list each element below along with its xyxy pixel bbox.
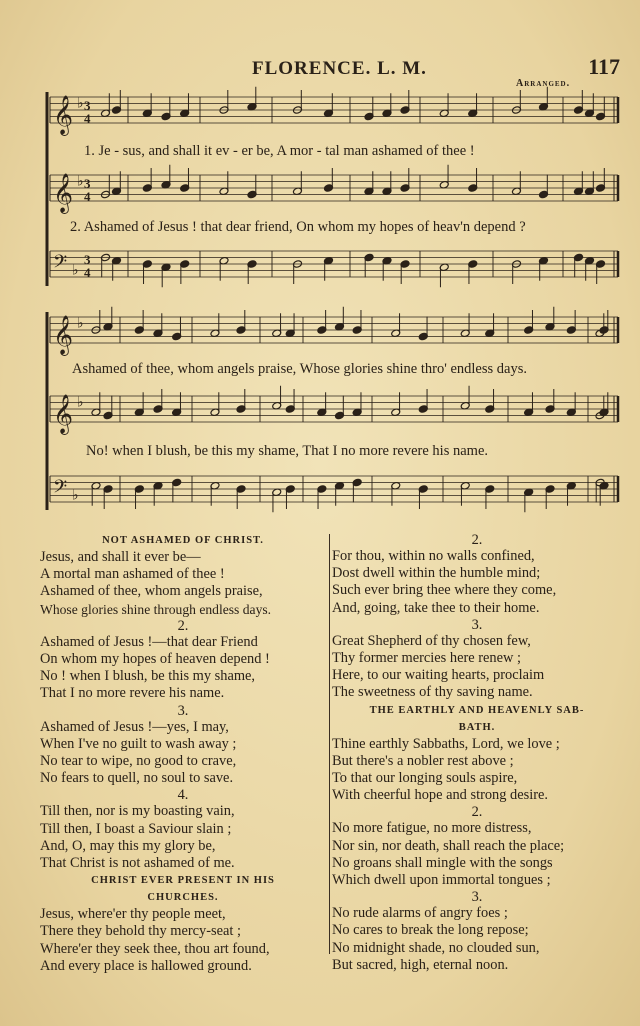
verse-line: Thine earthly Sabbaths, Lord, we love ; [332, 735, 560, 752]
time-signature-bottom: 4 [84, 189, 91, 204]
stanza [332, 617, 622, 702]
tune-title: FLORENCE. L. M. [252, 58, 427, 79]
verse-line: For thou, within no walls confined, [332, 548, 535, 564]
verse-line: Where'er they seek thee, thou art found, [40, 940, 270, 957]
verse-line: Which dwell upon immortal tongues ; [332, 872, 551, 889]
verse-line: Ashamed of Jesus !—yes, I may, [40, 718, 229, 735]
verse-line: No midnight shade, no clouded sun, [332, 939, 540, 956]
verse-line: There they behold thy mercy-seat ; [40, 923, 241, 940]
verse-line: Dost dwell within the humble mind; [332, 565, 541, 582]
verse-line: Whose glories shine through endless days. [40, 601, 272, 617]
stanza-number: 4. [177, 787, 189, 804]
verse-line: When I've no guilt to wash away ; [40, 735, 237, 752]
verse-line: That Christ is not ashamed of me. [40, 855, 235, 872]
stanza [40, 703, 326, 788]
verse-line: On whom my hopes of heaven depend ! [40, 651, 270, 668]
verse-line: Till then, I boast a Saviour slain ; [40, 820, 232, 837]
bass-clef-icon: 𝄢 [53, 477, 68, 502]
treble-clef-icon: 𝄞 [53, 315, 74, 355]
stanza [332, 532, 622, 617]
verse-line: Such ever bring thee where they come, [332, 582, 557, 599]
hymn-heading: THE EARTHLY AND HEAVENLY SAB- [369, 704, 585, 716]
stanza [332, 736, 622, 805]
page-number: 117 [588, 54, 620, 79]
verse-line: No rude alarms of angry foes ; [332, 905, 508, 922]
stanza-number: 2. [471, 532, 483, 548]
stanza [332, 889, 622, 974]
verse-line: A mortal man ashamed of thee ! [40, 566, 225, 583]
stanza [40, 618, 326, 703]
stanza [40, 787, 326, 872]
system2-lyric-verse1: Ashamed of thee, whom angels praise, Whose glories shine thro' endless days. [72, 361, 527, 377]
stanza-number: 2. [177, 617, 189, 634]
hymn-heading: CHRIST EVER PRESENT IN HIS [91, 875, 275, 887]
verse-line: But sacred, high, eternal noon. [332, 956, 509, 973]
column-divider [329, 534, 330, 954]
verse-line: Ashamed of thee, whom angels praise, [40, 583, 263, 600]
stanza [40, 549, 326, 618]
verse-line: No tear to wipe, no good to crave, [40, 753, 237, 770]
verse-line: To that our longing souls aspire, [332, 770, 518, 787]
right-column [332, 532, 622, 974]
time-signature-bottom: 4 [84, 265, 91, 280]
hymn-heading-cont: CHURCHES. [147, 892, 219, 904]
flat-icon: ♭ [77, 174, 84, 190]
verse-line: Great Shepherd of thy chosen few, [332, 632, 531, 649]
verse-line: No groans shall mingle with the songs [332, 854, 553, 871]
treble-clef-icon: 𝄞 [53, 173, 74, 213]
stanza-number: 3. [471, 616, 483, 633]
treble-clef-icon: 𝄞 [53, 394, 74, 434]
hymn-heading-cont: BATH. [458, 721, 496, 733]
system1-lyric-verse1: 1. Je - sus, and shall it ev - er be, A mor - tal man ashamed of thee ! [84, 143, 475, 159]
verse-line: Jesus, and shall it ever be— [40, 549, 201, 565]
verse-line: With cheerful hope and strong desire. [332, 787, 549, 804]
verse-line: And every place is hallowed ground. [40, 957, 252, 974]
stanza-number: 3. [471, 889, 483, 906]
verse-line: Here, to our waiting hearts, proclaim [332, 667, 545, 684]
flat-icon: ♭ [77, 96, 84, 112]
system2-lyric-verse2: No! when I blush, be this my shame, That I no more revere his name. [86, 443, 489, 459]
stanza [40, 906, 326, 975]
verse-line: Thy former mercies here renew ; [332, 650, 521, 667]
flat-icon: ♭ [77, 395, 84, 411]
time-signature-top: 3 [84, 252, 91, 267]
stanza [332, 804, 622, 889]
time-signature-top: 3 [84, 98, 91, 113]
verse-line: And, O, may this my glory be, [40, 837, 216, 854]
verse-line: That I no more revere his name. [40, 685, 225, 702]
verse-line: Nor sin, nor death, shall reach the place; [332, 837, 565, 854]
verse-line: Till then, nor is my boasting vain, [40, 803, 235, 820]
verse-line: The sweetness of thy saving name. [332, 684, 533, 701]
verse-line: No fears to quell, no soul to save. [40, 770, 234, 787]
left-column [40, 532, 326, 975]
verse-line: Ashamed of Jesus !—that dear Friend [40, 633, 258, 650]
verse-line: No more fatigue, no more distress, [332, 820, 532, 837]
hymn-heading: NOT ASHAMED OF CHRIST. [102, 535, 264, 546]
stanza-number: 2. [471, 804, 483, 821]
stanza-number: 3. [177, 702, 189, 719]
verse-line: But there's a nobler rest above ; [332, 752, 514, 769]
flat-icon: ♭ [72, 488, 79, 504]
treble-clef-icon: 𝄞 [53, 95, 74, 135]
verse-line: No ! when I blush, be this my shame, [40, 668, 256, 685]
bass-clef-icon: 𝄢 [53, 252, 68, 277]
verse-line: Jesus, where'er thy people meet, [40, 906, 226, 923]
flat-icon: ♭ [77, 316, 84, 332]
verse-line: No cares to break the long repose; [332, 922, 529, 939]
time-signature-top: 3 [84, 176, 91, 191]
flat-icon: ♭ [72, 263, 79, 279]
verse-line: And, going, take thee to their home. [332, 599, 540, 616]
arranged-credit: Arranged. [516, 78, 571, 89]
time-signature-bottom: 4 [84, 111, 91, 126]
system1-lyric-verse2: 2. Ashamed of Jesus ! that dear friend, On whom my hopes of heav'n depend ? [70, 219, 526, 235]
